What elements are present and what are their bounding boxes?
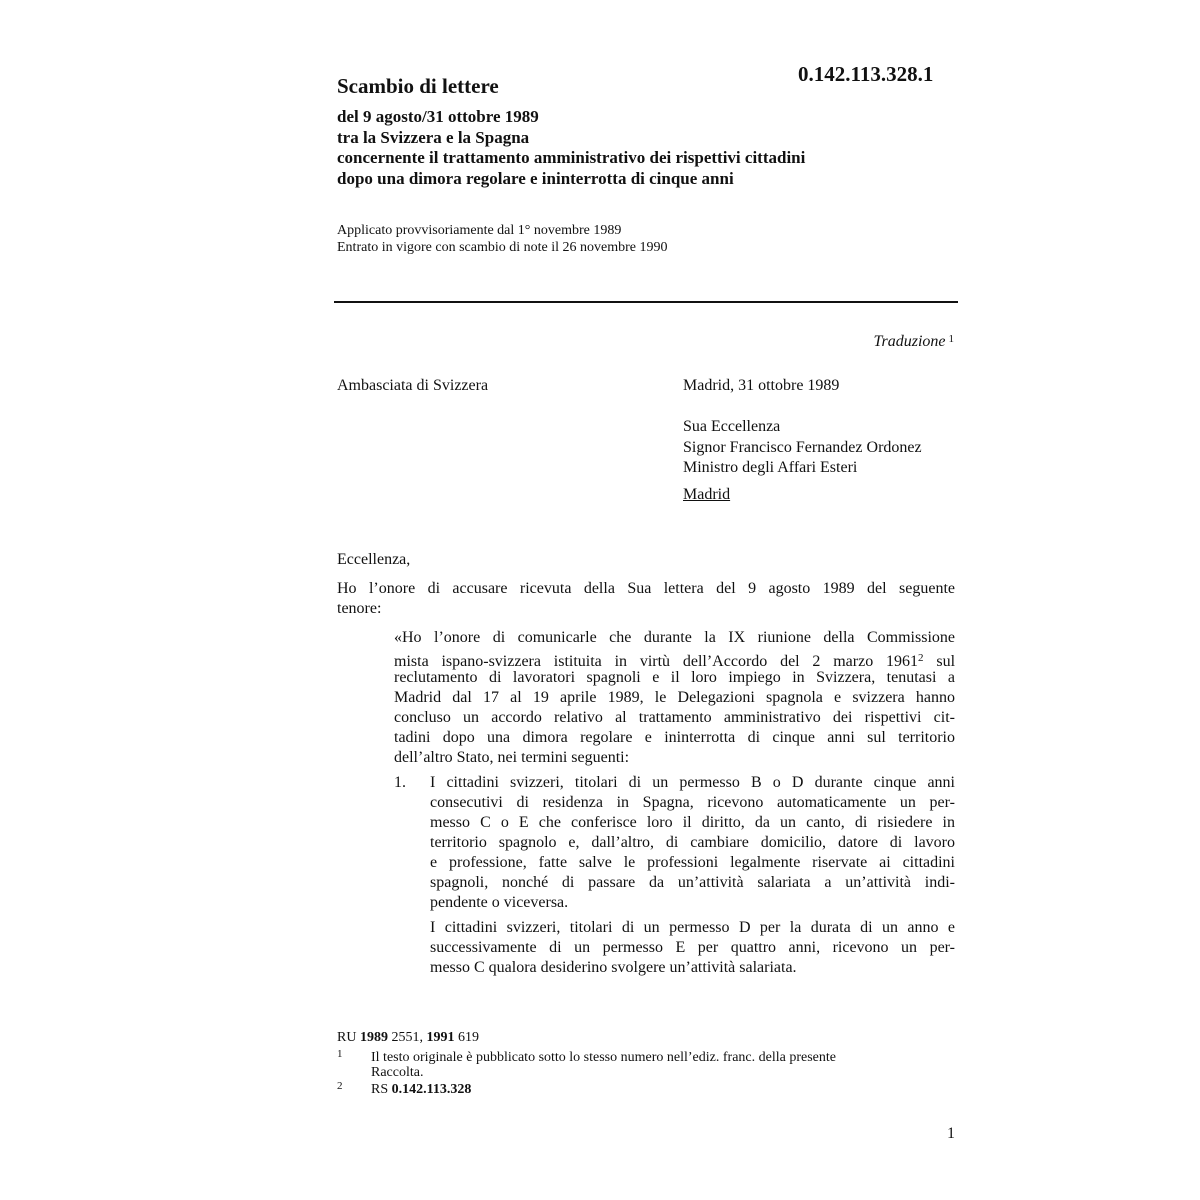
footnote-text (337, 1082, 957, 1097)
list-item-line: successivamente di un permesso E per quattro anni, ricevono un per- (430, 939, 955, 956)
list-item-line: I cittadini svizzeri, titolari di un permesso B o D durante cinque anni (430, 774, 955, 791)
footnote (337, 1050, 957, 1080)
quote-line: dell’altro Stato, nei termini seguenti: (394, 749, 630, 766)
list-item-line: consecutivi di residenza in Spagna, ricevono automaticamente un per- (430, 794, 955, 811)
intro-line: Ho l’onore di accusare ricevuta della Sua lettera del 9 agosto 1989 del seguente (337, 580, 955, 597)
subtitle-line: concernente il trattamento amministrativo dei rispettivi cittadini (337, 148, 806, 167)
applicability-line: Applicato provvisoriamente dal 1° novembre 1989 (337, 223, 622, 238)
footnote-number: 2 (337, 1080, 343, 1092)
list-item-line: spagnoli, nonché di passare da un’attività salariata a un’attività indi- (430, 874, 955, 891)
addressee-block (683, 417, 922, 479)
list-item-line: pendente o viceversa. (430, 894, 569, 911)
place-date: Madrid, 31 ottobre 1989 (683, 377, 840, 394)
translation-label (754, 333, 954, 351)
page-number: 1 (947, 1125, 955, 1142)
footnote-number: 1 (337, 1048, 343, 1060)
footnote-prefix: RS (371, 1082, 392, 1097)
sr-number: 0.142.113.328.1 (798, 62, 934, 86)
intro-line: tenore: (337, 600, 382, 617)
quote-line: tadini dopo una dimora regolare e ininterrotta di cinque anni sul territorio (394, 729, 955, 746)
footnote-line: Il testo originale è pubblicato sotto lo stesso numero nell’ediz. franc. della presente (371, 1050, 836, 1065)
subtitle-line: tra la Svizzera e la Spagna (337, 127, 530, 147)
ru-prefix: RU (337, 1030, 360, 1045)
ru-page: 2551, (387, 1030, 427, 1045)
addressee-line: Signor Francisco Fernandez Ordonez (683, 438, 922, 456)
footnote-sr-ref[interactable]: 0.142.113.328 (391, 1082, 472, 1097)
subtitle-line: del 9 agosto/31 ottobre 1989 (337, 107, 539, 126)
footnote-ref[interactable]: 2 (918, 652, 924, 664)
footnote-line: Raccolta. (371, 1065, 424, 1080)
quote-line-tail: sul (923, 653, 956, 670)
footnote-ref[interactable]: 1 (948, 333, 954, 345)
subtitle-line: dopo una dimora regolare e ininterrotta di cinque anni (337, 168, 734, 188)
list-item-line: I cittadini svizzeri, titolari di un permesso D per la durata di un anno e (430, 919, 955, 936)
header-divider (334, 301, 958, 303)
applicability-line: Entrato in vigore con scambio di note il 26 novembre 1990 (337, 240, 668, 255)
ru-year: 1991 (426, 1030, 455, 1045)
applicability-note (337, 222, 667, 256)
addressee-line: Sua Eccellenza (683, 418, 781, 435)
list-item-line: messo C o E che conferisce loro il diritto, da un canto, di risiedere in (430, 814, 955, 831)
addressee-city: Madrid (683, 486, 731, 503)
quote-line: reclutamento di lavoratori spagnoli e il loro impiego in Svizzera, tenutasi a (394, 669, 955, 686)
ru-year: 1989 (359, 1030, 388, 1045)
quote-line-text: mista ispano-svizzera istituita in virtù dell’Accordo del 2 marzo 1961 (394, 653, 919, 670)
document-title: Scambio di lettere (337, 74, 499, 98)
list-item-line: messo C qualora desiderino svolgere un’attività salariata. (430, 959, 797, 976)
list-item-line: territorio spagnolo e, dall’altro, di cambiare domicilio, datore di lavoro (430, 834, 955, 851)
footnote (337, 1082, 957, 1097)
quote-line: Madrid dal 17 al 19 aprile 1989, le Delegazioni spagnola e svizzera hanno (394, 689, 955, 706)
footnote-text (337, 1050, 957, 1080)
addressee-line: Ministro degli Affari Esteri (683, 459, 858, 476)
translation-text: Traduzione (873, 333, 946, 350)
quote-line: «Ho l’onore di comunicarle che durante la IX riunione della Commissione (394, 629, 955, 646)
ru-page: 619 (454, 1030, 479, 1045)
list-item-number: 1. (394, 774, 406, 791)
quote-line: concluso un accordo relativo al trattamento amministrativo dei rispettivi cit- (394, 709, 955, 726)
salutation: Eccellenza, (337, 551, 411, 568)
document-subtitle (337, 107, 977, 189)
official-collection-ref (337, 1030, 479, 1046)
sender: Ambasciata di Svizzera (337, 377, 489, 394)
list-item-line: e professione, fatte salve le professioni legalmente riservate ai cittadini (430, 854, 955, 871)
